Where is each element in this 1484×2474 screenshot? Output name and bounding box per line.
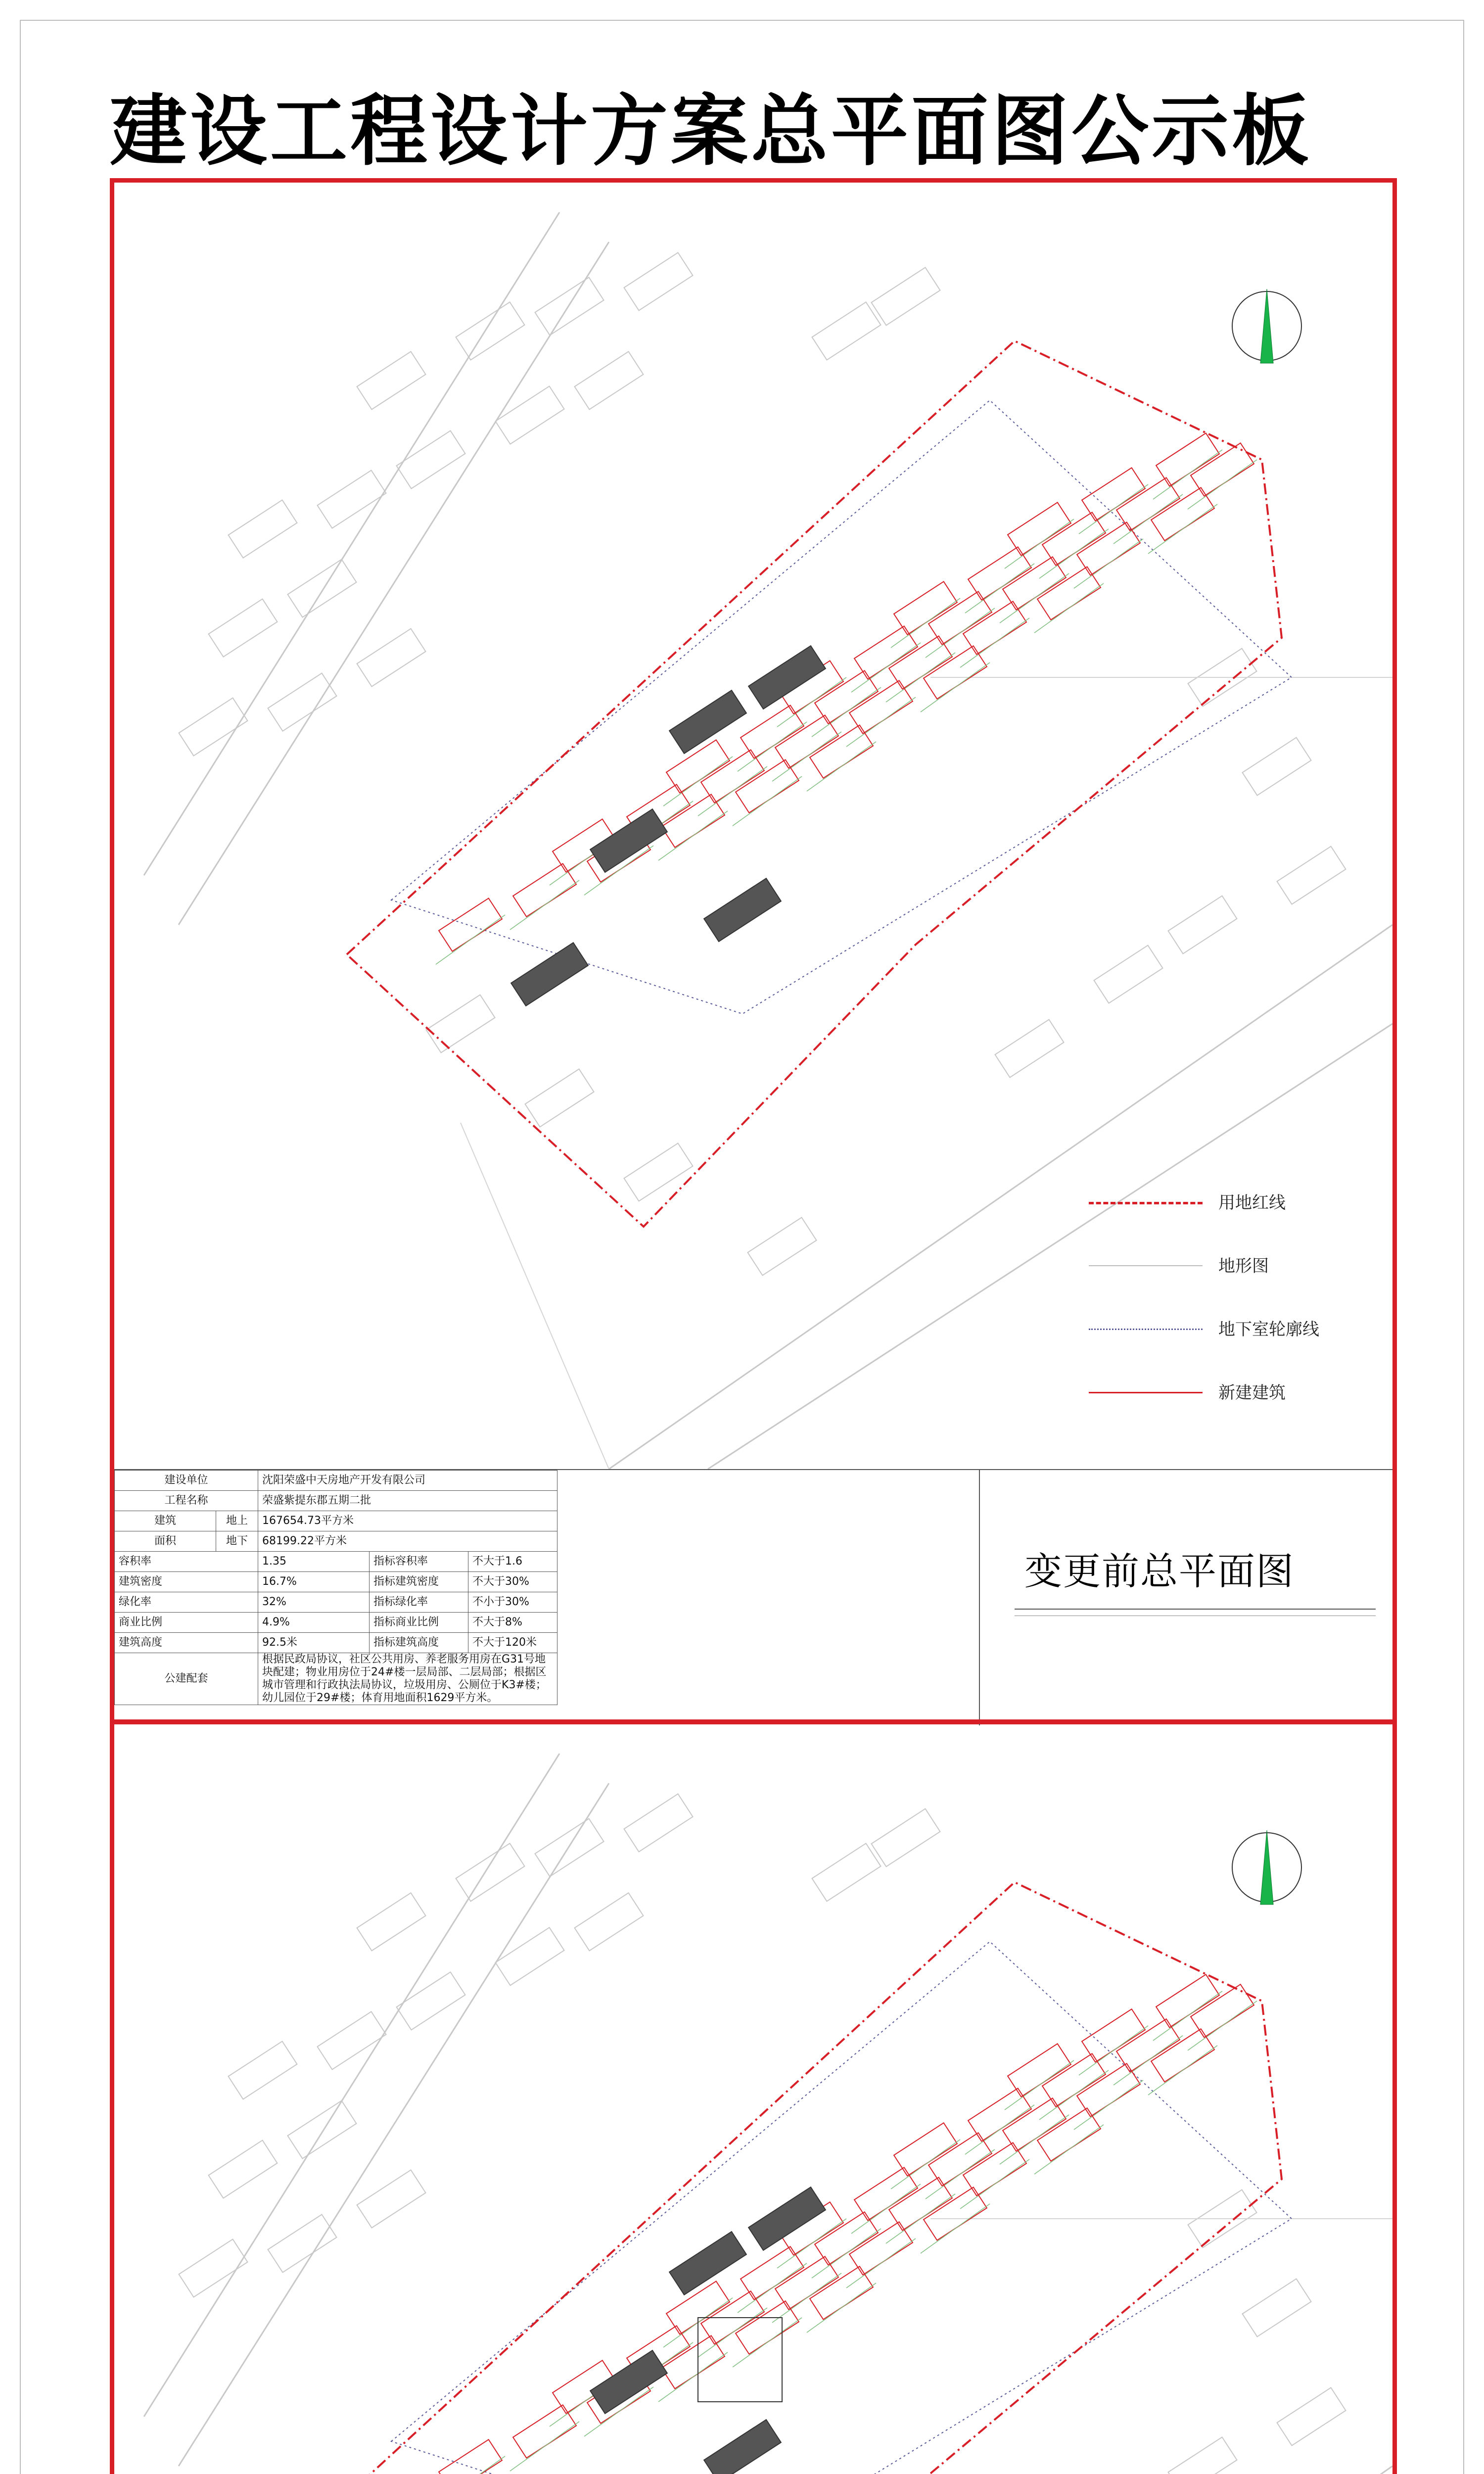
terrain-building — [535, 1819, 604, 1877]
site-plan-layer — [144, 1754, 1392, 2474]
terrain-building — [397, 431, 465, 489]
developer-value: 沈阳荣盛中天房地产开发有限公司 — [258, 1471, 557, 1491]
terrain-building — [575, 1893, 644, 1951]
metric-value: 32% — [258, 1592, 370, 1613]
metric-value: 92.5米 — [258, 1633, 370, 1653]
terrain-building — [1277, 847, 1346, 904]
terrain-building — [624, 1143, 693, 1201]
terrain-building — [229, 2042, 297, 2099]
commercial-block — [669, 2232, 746, 2295]
terrain-building — [318, 2012, 386, 2070]
caption-underline — [1015, 1609, 1376, 1610]
area-label-top: 建筑 — [115, 1511, 216, 1531]
terrain-building — [575, 352, 644, 410]
terrain-building — [397, 1972, 465, 2030]
metric-label: 容积率 — [115, 1552, 258, 1572]
terrain-building — [456, 1844, 525, 1902]
terrain-building — [812, 302, 881, 360]
terrain-building — [872, 1809, 940, 1867]
terrain-building — [209, 2141, 278, 2198]
terrain-building — [268, 673, 337, 731]
commercial-block — [704, 2420, 781, 2474]
info-row-facilities — [115, 1653, 557, 1705]
metric-req-value: 不大于30% — [468, 1572, 557, 1592]
terrain-building — [357, 2170, 426, 2228]
terrain-building — [288, 2101, 357, 2159]
commercial-block — [590, 2350, 667, 2414]
terrain-building — [1243, 2279, 1311, 2337]
north-arrow-icon — [1232, 1830, 1301, 1904]
metric-req-label: 指标建筑密度 — [370, 1572, 468, 1592]
legend-swatch — [1089, 1202, 1203, 1204]
terrain-building — [496, 1928, 564, 1986]
site-plan — [114, 1724, 1392, 2474]
terrain-building — [995, 1020, 1064, 1078]
terrain-building — [1168, 896, 1237, 954]
legend-label: 地形图 — [1218, 1256, 1269, 1276]
metric-value: 16.7% — [258, 1572, 370, 1592]
setback-line — [510, 880, 579, 930]
commercial-block — [669, 690, 746, 754]
legend-swatch — [1089, 1265, 1203, 1266]
terrain-building — [426, 995, 495, 1053]
legend-item-new-building — [1089, 1378, 1346, 1408]
terrain-road — [144, 1754, 559, 2417]
north-arrow-needle — [1260, 1830, 1273, 1904]
metric-req-label: 指标商业比例 — [370, 1613, 468, 1633]
terrain-building — [872, 268, 940, 326]
legend-label: 地下室轮廓线 — [1218, 1320, 1319, 1339]
metric-value: 1.35 — [258, 1552, 370, 1572]
north-arrow-needle — [1260, 289, 1273, 363]
commercial-block — [511, 943, 588, 1006]
info-row-metric — [115, 1613, 557, 1633]
new-building — [439, 2439, 502, 2474]
terrain-building — [209, 599, 278, 657]
terrain-building — [1277, 2388, 1346, 2446]
terrain-building — [1168, 2437, 1237, 2474]
north-arrow-icon — [1232, 289, 1301, 363]
legend-item-terrain — [1089, 1251, 1346, 1281]
terrain-building — [357, 352, 426, 410]
project-value: 荣盛紫提东郡五期二批 — [258, 1491, 557, 1511]
terrain-building — [229, 500, 297, 558]
info-row-below — [115, 1531, 557, 1552]
metric-req-value: 不大于1.6 — [468, 1552, 557, 1572]
metric-req-label: 指标绿化率 — [370, 1592, 468, 1613]
metric-req-label: 指标建筑高度 — [370, 1633, 468, 1653]
divider — [979, 1470, 980, 1725]
info-table — [114, 1470, 557, 1705]
board-caption: 变更前总平面图 — [1024, 1549, 1295, 1593]
basement-outline — [391, 400, 1292, 1014]
site-plan — [114, 183, 1392, 1469]
terrain-building — [1243, 738, 1311, 796]
info-row-metric — [115, 1633, 557, 1653]
terrain-road — [144, 212, 559, 875]
terrain-building — [318, 471, 386, 528]
legend-label: 用地红线 — [1218, 1193, 1286, 1213]
project-label: 工程名称 — [115, 1491, 258, 1511]
above-label: 地上 — [216, 1511, 258, 1531]
info-row-metric — [115, 1592, 557, 1613]
terrain-road — [179, 1783, 609, 2466]
legend-swatch — [1089, 1329, 1203, 1330]
metric-label: 绿化率 — [115, 1592, 258, 1613]
info-row-metric — [115, 1552, 557, 1572]
terrain-building — [525, 1069, 594, 1127]
metric-req-value: 不大于120米 — [468, 1633, 557, 1653]
site-boundary-line — [347, 1882, 1282, 2474]
terrain-building — [288, 560, 357, 618]
legend — [1089, 1188, 1346, 1445]
board-before — [110, 178, 1397, 1724]
commercial-block — [748, 2187, 826, 2250]
terrain-building — [456, 302, 525, 360]
info-row-developer — [115, 1471, 557, 1491]
setback-line — [510, 2422, 579, 2471]
info-row-above — [115, 1511, 557, 1531]
site-boundary-line — [347, 341, 1282, 1227]
page-title: 建设工程设计方案总平面图公示板 — [110, 86, 1312, 176]
terrain-building — [1094, 946, 1163, 1003]
facilities-label: 公建配套 — [115, 1653, 258, 1705]
area-label-bottom: 面积 — [115, 1531, 216, 1552]
metric-value: 4.9% — [258, 1613, 370, 1633]
below-value: 68199.22平方米 — [258, 1531, 557, 1552]
terrain-building — [812, 1844, 881, 1902]
terrain-road — [179, 242, 609, 925]
info-row-metric — [115, 1572, 557, 1592]
commercial-block — [748, 646, 826, 709]
site-plan-drawing — [114, 1724, 1392, 2474]
terrain-building — [624, 1794, 693, 1852]
terrain-building — [357, 1893, 426, 1951]
metric-req-value: 不大于8% — [468, 1613, 557, 1633]
above-value: 167654.73平方米 — [258, 1511, 557, 1531]
legend-label: 新建建筑 — [1218, 1383, 1286, 1403]
legend-item-red-line — [1089, 1188, 1346, 1218]
terrain-building — [357, 629, 426, 687]
metric-req-value: 不小于30% — [468, 1592, 557, 1613]
below-label: 地下 — [216, 1531, 258, 1552]
setback-line — [436, 915, 505, 964]
basement-outline — [391, 1942, 1292, 2474]
terrain-building — [535, 278, 604, 335]
board-after — [110, 1719, 1397, 2474]
metric-label: 建筑高度 — [115, 1633, 258, 1653]
metric-label: 建筑密度 — [115, 1572, 258, 1592]
new-building — [439, 898, 502, 951]
legend-item-basement — [1089, 1315, 1346, 1344]
info-area — [114, 1469, 1392, 1724]
terrain-building — [496, 386, 564, 444]
terrain-building — [624, 253, 693, 311]
commercial-block — [590, 809, 667, 872]
legend-swatch — [1089, 1392, 1203, 1393]
info-row-project — [115, 1491, 557, 1511]
metric-req-label: 指标容积率 — [370, 1552, 468, 1572]
terrain-building — [748, 1218, 817, 1276]
developer-label: 建设单位 — [115, 1471, 258, 1491]
metric-label: 商业比例 — [115, 1613, 258, 1633]
commercial-block — [704, 878, 781, 942]
facilities-value: 根据民政局协议，社区公共用房、养老服务用房在G31号地块配建；物业用房位于24#楼一层局部、二层局部；根据区城市管理和行政执法局协议，垃圾用房、公厕位于K3#楼；幼儿园位于29#楼；体育用地面积1629平方米。 — [258, 1653, 557, 1705]
terrain-building — [268, 2215, 337, 2273]
